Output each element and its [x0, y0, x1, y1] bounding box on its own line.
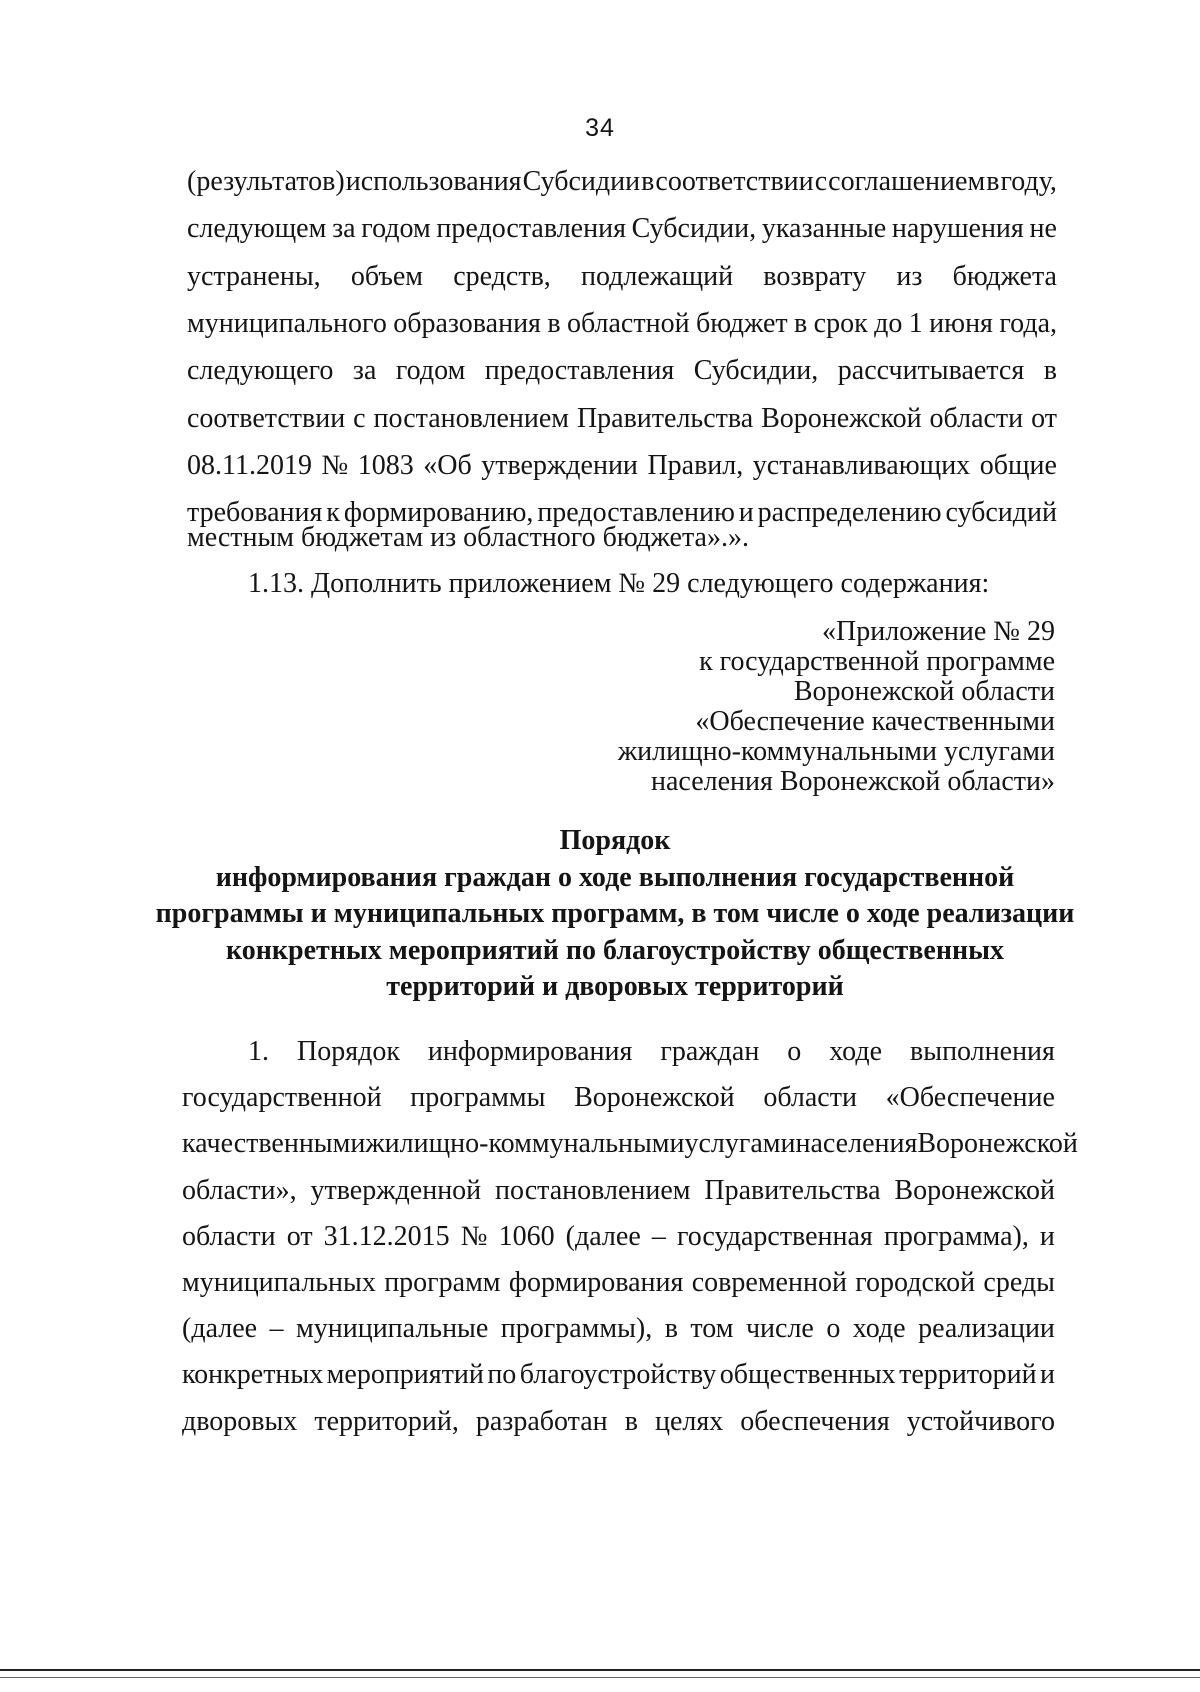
word: территорий — [899, 1359, 1037, 1391]
paragraph-subsidy-return-line — [187, 403, 1057, 435]
word: годом — [395, 355, 466, 387]
word: программ — [384, 1267, 501, 1298]
word: в — [664, 1313, 678, 1345]
word: дворовых — [182, 1405, 298, 1437]
word: распределению — [757, 497, 942, 529]
word: 1060 — [498, 1220, 555, 1252]
word: среды — [983, 1267, 1055, 1298]
word: обеспечения — [740, 1405, 890, 1437]
word: программы — [410, 1082, 546, 1114]
word: области», — [182, 1174, 297, 1206]
word: общие — [979, 449, 1057, 481]
word: информирования — [427, 1036, 633, 1067]
word: 08.11.2019 — [187, 449, 312, 481]
word: Правительства — [704, 1174, 881, 1206]
word: областной — [566, 307, 690, 339]
appendix-header-line: «Обеспечение качественными — [695, 706, 1055, 737]
paragraph-order-point-1-line — [182, 1221, 1055, 1253]
word: том — [690, 1313, 734, 1345]
word: постановлением — [373, 402, 569, 434]
paragraph-order-point-1-line — [182, 1128, 1078, 1160]
word: устранены, — [187, 260, 321, 292]
document-title-line: программы и муниципальных программ, в том числе о ходе реализации — [155, 898, 1075, 929]
word: до — [874, 307, 903, 339]
word: Воронежской — [761, 402, 922, 434]
word: за — [332, 213, 356, 245]
appendix-header-line: населения Воронежской области» — [651, 766, 1055, 797]
document-title-line: конкретных мероприятий по благоустройству общественных — [226, 934, 1004, 966]
word: № — [321, 449, 349, 481]
word: Субсидии, — [631, 213, 757, 245]
document-title-line: информирования граждан о ходе выполнения государственной — [215, 861, 1015, 893]
bottom-rule — [0, 1669, 1200, 1671]
word: «Об — [423, 449, 472, 481]
word: ходе — [829, 1036, 883, 1067]
word: образования — [393, 307, 541, 339]
word: (далее — [565, 1220, 641, 1252]
word: годом — [361, 213, 431, 245]
word: жилищно-коммунальными — [365, 1128, 685, 1160]
word: постановлением — [495, 1174, 691, 1206]
paragraph-subsidy-return-line — [187, 261, 1057, 293]
paragraph-order-point-1-line — [182, 1313, 1055, 1345]
word: населения — [795, 1128, 918, 1160]
word: «Обеспечение — [885, 1082, 1055, 1114]
page-number: 34 — [585, 114, 615, 142]
word: муниципальных — [182, 1267, 376, 1298]
word: году, — [1000, 166, 1057, 197]
word: 31.12.2015 — [323, 1220, 450, 1252]
word: конкретных — [182, 1359, 324, 1391]
paragraph-subsidy-return-line — [187, 308, 1057, 340]
word: рассчитывается — [837, 355, 1025, 387]
word: 1 — [908, 307, 923, 339]
word: объем — [350, 260, 424, 292]
word: соглашением — [828, 166, 986, 197]
word: граждан — [660, 1036, 760, 1067]
word: программа), — [883, 1220, 1029, 1252]
word: не — [1029, 213, 1057, 245]
word: № — [460, 1220, 488, 1252]
paragraph-order-point-1-line — [182, 1267, 1055, 1299]
word: устанавливающих — [752, 449, 971, 481]
word: Субсидии, — [693, 355, 819, 387]
appendix-header-line: «Приложение № 29 — [822, 616, 1055, 647]
word: области — [182, 1220, 276, 1252]
word: Порядок — [296, 1036, 400, 1067]
word: качественными — [182, 1128, 366, 1160]
word: утвержденной — [310, 1174, 482, 1206]
word: в — [624, 1405, 638, 1437]
word: в — [794, 307, 808, 339]
word: о — [826, 1313, 841, 1345]
word: в — [547, 307, 561, 339]
word: следующего — [187, 355, 334, 387]
word: Воронежской — [917, 1128, 1078, 1160]
word: в — [986, 166, 1000, 197]
document-title-line: Порядок — [559, 825, 671, 856]
paragraph-order-point-1-line — [182, 1082, 1055, 1114]
paragraph-order-point-1-line — [182, 1359, 1055, 1391]
word: территорий, — [314, 1405, 459, 1437]
word: программы), — [500, 1313, 653, 1345]
word: реализации — [918, 1313, 1055, 1345]
word: ходе — [852, 1313, 906, 1345]
paragraph-subsidy-return-line — [187, 166, 1057, 198]
word: Правительства — [576, 402, 754, 434]
paragraph-order-point-1-line — [182, 1406, 1055, 1438]
word: государственной — [182, 1082, 382, 1114]
word: бюджет — [695, 307, 788, 339]
word: соответствии — [655, 166, 814, 197]
word: о — [787, 1036, 802, 1067]
word: за — [352, 355, 377, 387]
appendix-header-line: жилищно-коммунальными услугами — [617, 736, 1055, 767]
bottom-rule-thin — [0, 1677, 1200, 1678]
word: предоставлению — [537, 497, 735, 529]
word: и — [1039, 1220, 1055, 1252]
paragraph-order-point-1-line — [248, 1036, 1055, 1068]
word: утверждении — [481, 449, 638, 481]
word: разработан — [475, 1405, 608, 1437]
word: бюджета — [952, 260, 1057, 292]
word: – — [651, 1220, 666, 1252]
word: с — [353, 402, 366, 434]
word: государственная — [676, 1220, 873, 1252]
word: 1. — [248, 1036, 269, 1067]
word: Воронежской — [894, 1174, 1055, 1206]
word: следующем — [187, 213, 327, 245]
word: требования — [187, 497, 323, 529]
word: 1083 — [357, 449, 414, 481]
word: городской — [855, 1267, 976, 1298]
word: в — [641, 166, 655, 197]
word: средств, — [453, 260, 551, 292]
word: и — [1040, 1359, 1055, 1391]
word: Правил, — [647, 449, 744, 481]
paragraph-amendment-1-13: 1.13. Дополнить приложением № 29 следующего содержания: — [248, 568, 990, 599]
word: современной — [691, 1267, 847, 1298]
word: области — [929, 402, 1024, 434]
word: выполнения — [910, 1036, 1055, 1067]
word: формированию, — [343, 497, 534, 529]
word: использования — [345, 166, 522, 197]
word: числе — [745, 1313, 814, 1345]
word: к — [326, 497, 340, 529]
word: Субсидии — [522, 166, 641, 197]
word: срок — [813, 307, 868, 339]
word: – — [269, 1313, 284, 1345]
paragraph-subsidy-return-line — [187, 355, 1057, 387]
paragraph-order-point-1-line — [182, 1175, 1055, 1207]
word: возврату — [763, 260, 867, 292]
word: в — [1043, 355, 1057, 387]
word: целях — [654, 1405, 724, 1437]
word: от — [1031, 402, 1057, 434]
word: с — [814, 166, 828, 197]
word: подлежащий — [580, 260, 734, 292]
paragraph-subsidy-return-line — [187, 213, 1057, 245]
word: указанные — [761, 213, 887, 245]
word: предоставления — [484, 355, 675, 387]
word: июня — [929, 307, 993, 339]
word: по — [487, 1359, 517, 1391]
word: услугами — [684, 1128, 796, 1160]
word: общественных — [719, 1359, 896, 1391]
word: Воронежской — [574, 1082, 735, 1114]
word: от — [286, 1220, 313, 1252]
word: муниципальные — [296, 1313, 489, 1345]
word: (результатов) — [187, 166, 345, 197]
word: благоустройству — [519, 1359, 717, 1391]
word: из — [896, 260, 923, 292]
appendix-header-line: Воронежской области — [793, 676, 1055, 707]
word: области — [763, 1082, 857, 1114]
word: соответствии — [187, 402, 346, 434]
word: муниципального — [187, 307, 387, 339]
word: формирования — [508, 1267, 684, 1298]
appendix-header-line: к государственной программе — [699, 646, 1055, 677]
paragraph-subsidy-return-line — [187, 450, 1057, 482]
word: (далее — [182, 1313, 258, 1345]
word: мероприятий — [326, 1359, 484, 1391]
word: субсидий — [945, 497, 1057, 529]
word: и — [738, 497, 754, 529]
word: предоставления — [436, 213, 626, 245]
word: года, — [999, 307, 1057, 339]
paragraph-subsidy-return-last-line: местным бюджетам из областного бюджета».». — [187, 522, 749, 553]
document-title-line: территорий и дворовых территорий — [386, 971, 844, 1002]
word: устойчивого — [906, 1405, 1055, 1437]
word: нарушения — [891, 213, 1024, 245]
